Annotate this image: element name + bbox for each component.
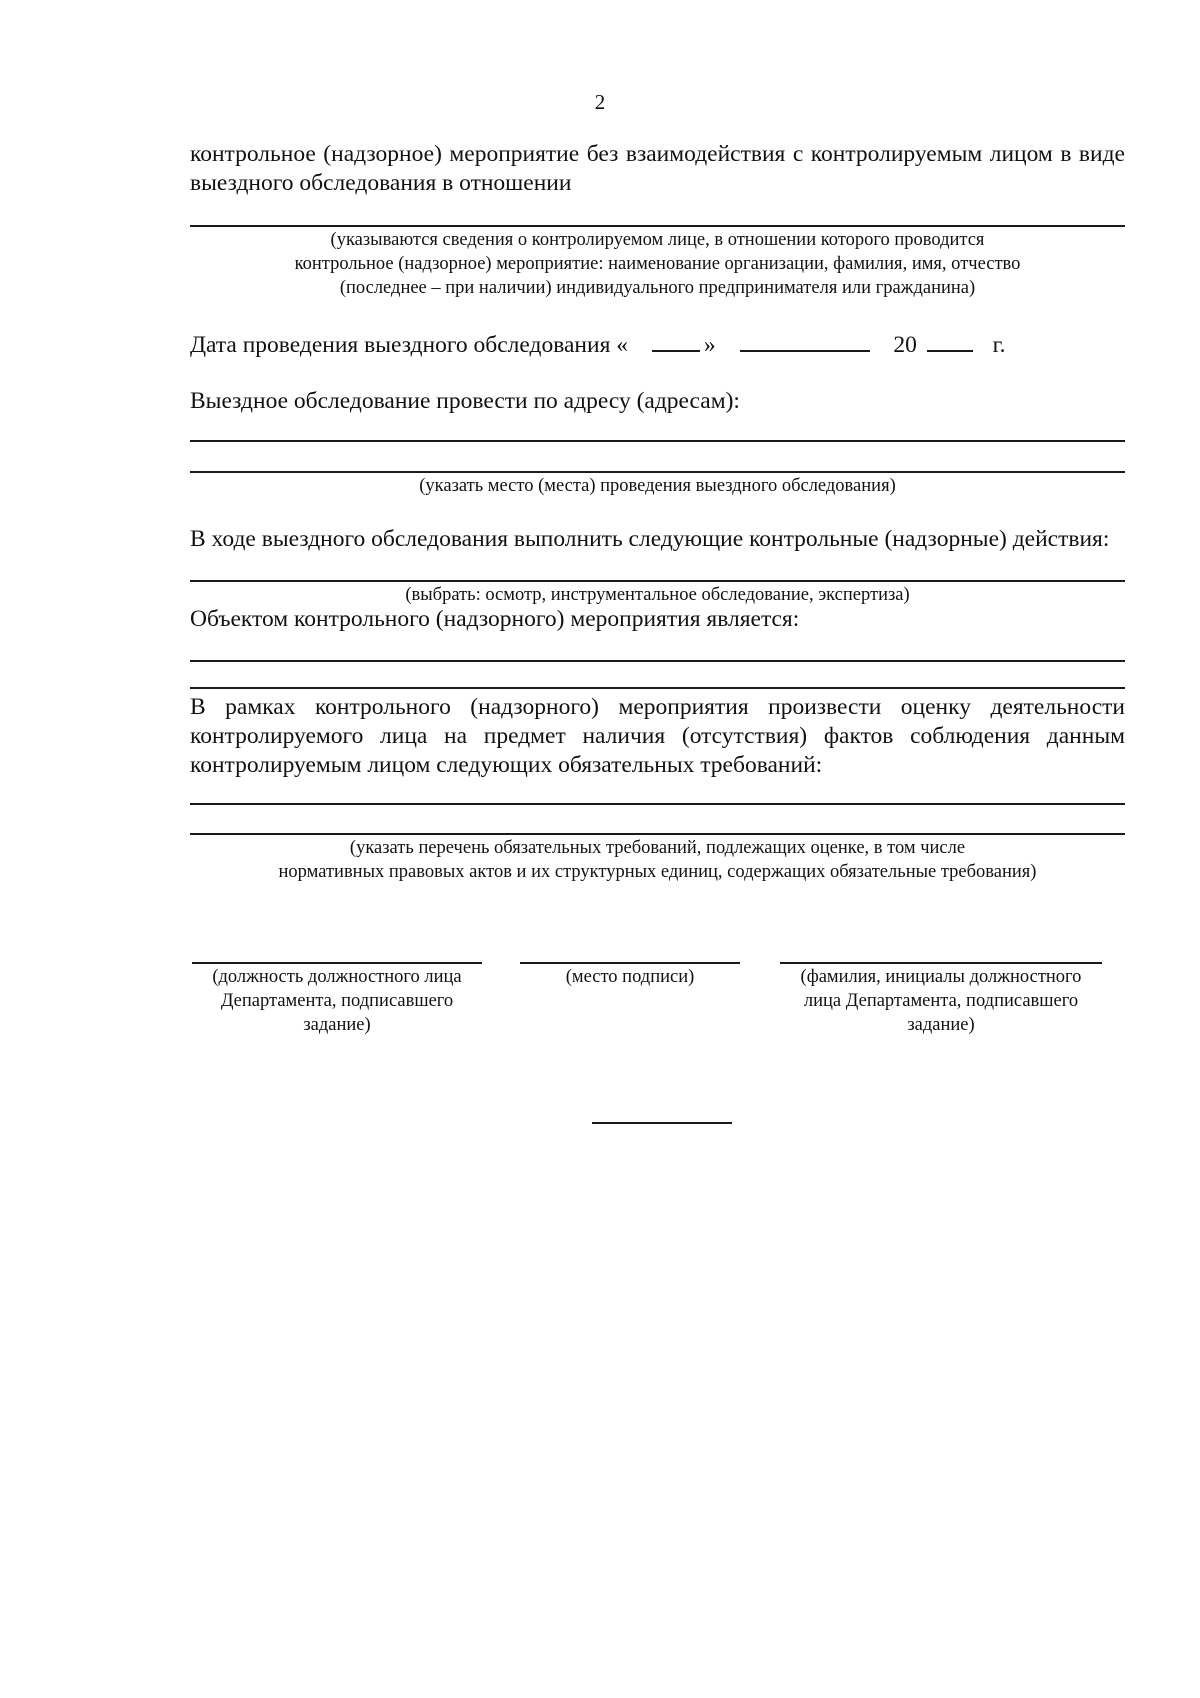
subject-blank-line[interactable] xyxy=(190,225,1125,227)
name-signature-line[interactable] xyxy=(780,962,1102,964)
object-blank-line[interactable] xyxy=(190,660,1125,662)
subject-hint-line: (указываются сведения о контролируемом лице, в отношении которого проводится xyxy=(330,230,985,250)
subject-hint-line: (последнее – при наличии) индивидуального предпринимателя или гражданина) xyxy=(339,278,976,298)
requirements-blank-line[interactable] xyxy=(190,803,1125,805)
address-hint: (указать место (места) проведения выездного обследования) xyxy=(419,476,896,496)
intro-paragraph: контрольное (надзорное) мероприятие без взаимодействия с контролируемым лицом в виде выездного обследования в отношении xyxy=(190,141,1125,196)
name-caption-line: задание) xyxy=(907,1015,975,1035)
requirements-blank-line[interactable] xyxy=(190,833,1125,835)
date-month-blank[interactable] xyxy=(740,328,870,352)
position-signature-line[interactable] xyxy=(192,962,482,964)
position-caption xyxy=(192,965,482,1037)
date-day-blank[interactable] xyxy=(652,328,700,352)
end-separator xyxy=(592,1122,732,1124)
date-year-prefix: 20 xyxy=(893,332,917,358)
object-blank-line[interactable] xyxy=(190,687,1125,689)
object-label: Объектом контрольного (надзорного) мероприятия является: xyxy=(190,606,800,632)
page-number: 2 xyxy=(594,90,606,114)
inspection-date-row xyxy=(190,328,1006,360)
signature-caption-line: (место подписи) xyxy=(565,967,695,987)
subject-hint-line: контрольное (надзорное) мероприятие: наименование организации, фамилия, имя, отчество xyxy=(294,254,1021,274)
date-close-quote: » xyxy=(703,332,716,358)
actions-label: В ходе выездного обследования выполнить следующие контрольные (надзорные) действия: xyxy=(190,526,1110,552)
subject-hint xyxy=(190,228,1125,300)
position-caption-line: задание) xyxy=(303,1015,371,1035)
actions-blank-line[interactable] xyxy=(190,580,1125,582)
date-year-blank[interactable] xyxy=(927,328,973,352)
requirements-hint-line: (указать перечень обязательных требований, подлежащих оценке, в том числе xyxy=(349,838,966,858)
date-label: Дата проведения выездного обследования « xyxy=(190,332,629,358)
address-blank-line[interactable] xyxy=(190,471,1125,473)
signature-line[interactable] xyxy=(520,962,740,964)
signature-caption xyxy=(520,965,740,989)
name-caption xyxy=(780,965,1102,1037)
date-year-suffix: г. xyxy=(992,332,1006,358)
requirements-hint-line: нормативных правовых актов и их структурных единиц, содержащих обязательные требования) xyxy=(278,862,1037,882)
actions-hint: (выбрать: осмотр, инструментальное обследование, экспертиза) xyxy=(405,585,910,605)
name-caption-line: лица Департамента, подписавшего xyxy=(803,991,1079,1011)
address-label: Выездное обследование провести по адресу (адресам): xyxy=(190,388,740,414)
position-caption-line: (должность должностного лица xyxy=(212,967,462,987)
assessment-paragraph: В рамках контрольного (надзорного) мероприятия произвести оценку деятельности контролируемого лица на предмет наличия (отсутствия) фактов соблюдения данным контролируемым лицом следующих обязательных требований: xyxy=(190,694,1125,778)
requirements-hint xyxy=(190,836,1125,884)
name-caption-line: (фамилия, инициалы должностного xyxy=(800,967,1082,987)
position-caption-line: Департамента, подписавшего xyxy=(220,991,454,1011)
address-blank-line[interactable] xyxy=(190,440,1125,442)
